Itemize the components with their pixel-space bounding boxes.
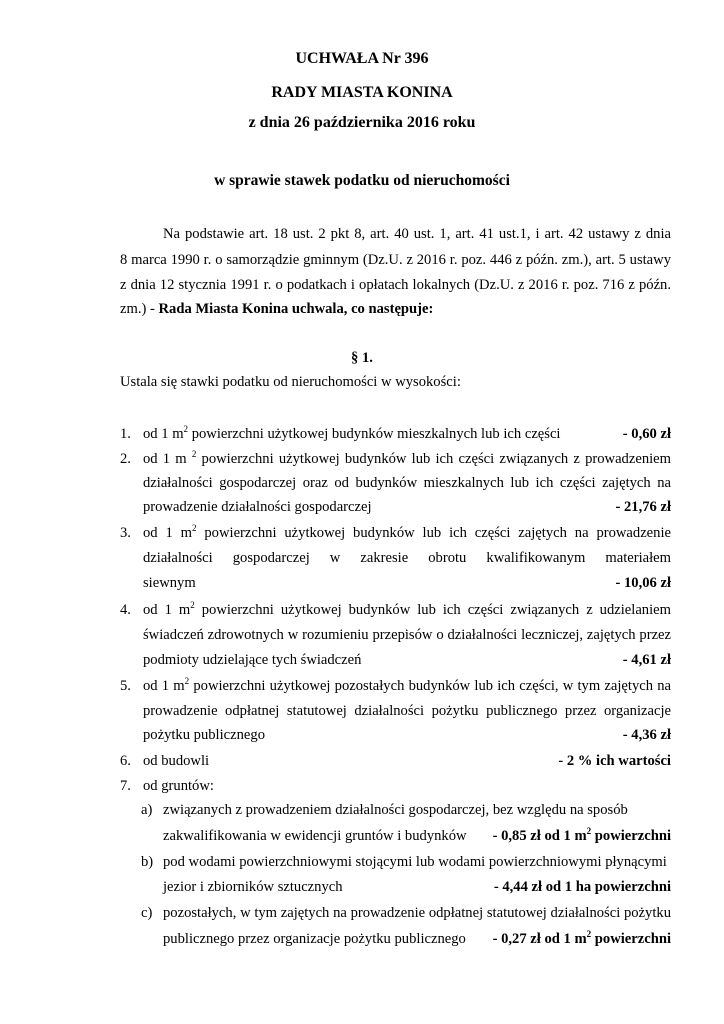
item-5-line-2: prowadzenie odpłatnej statutowej działalności pożytku publicznego przez organizacje [143, 703, 671, 719]
item-3-line-1: od 1 $m^2$ powierzchni użytkowej budynków lub ich części zajętych na prowadzenie [143, 523, 671, 541]
item-3-line-2: działalności gospodarczej w zakresie obrotu kwalifikowanym materiałem [143, 550, 671, 566]
item-4-line-2: świadczeń zdrowotnych w rozumieniu przepisów o działalności leczniczej, zajętych przez [143, 627, 671, 643]
item-5-number: 5. [120, 678, 131, 694]
subitem-c-line-1: pozostałych, w tym zajętych na prowadzenie odpłatnej statutowej działalności pożytku [163, 905, 671, 921]
item-2-line-1: od 1 m $^2$ powierzchni użytkowej budynków lub ich części związanych z prowadzeniem [143, 449, 671, 467]
item-5-rate: - 4,36 zł [622, 727, 671, 743]
subitem-c-line-2: publicznego przez organizacje pożytku publicznego [163, 931, 466, 947]
section-1-title: § 1. [351, 350, 373, 366]
subitem-a-line-1: związanych z prowadzeniem działalności gospodarczej, bez względu na sposób [163, 802, 628, 818]
item-6-text: od budowli [143, 753, 210, 769]
preamble-line-2: 8 marca 1990 r. o samorządzie gminnym (Dz.U. z 2016 r. poz. 446 z późn. zm.), art. 5 ustawy [120, 252, 671, 268]
resolution-number: UCHWAŁA Nr 396 [295, 50, 429, 67]
subitem-b-line-2: jezior i zbiorników sztucznych [163, 879, 343, 895]
subitem-c-label: c) [141, 905, 153, 921]
item-7-text: od gruntów: [143, 778, 214, 794]
item-1-text: od 1 $m^2$ powierzchni użytkowej budynków mieszkalnych lub ich części [143, 424, 561, 442]
subitem-b-label: b) [141, 854, 154, 870]
item-1-number: 1. [120, 426, 131, 442]
subitem-a-label: a) [141, 802, 153, 818]
item-3-rate: - 10,06 zł [615, 575, 671, 591]
item-2-line-3: prowadzenie działalności gospodarczej [143, 499, 372, 515]
item-4-number: 4. [120, 602, 131, 618]
subitem-a-rate: - 0,85 zł od 1 $m^2$ powierzchni [492, 826, 671, 844]
item-5-line-1: od 1 $m^2$ powierzchni użytkowej pozostałych budynków lub ich części, w tym zajętych na [143, 676, 671, 694]
item-6-number: 6. [120, 753, 131, 769]
resolution-date: z dnia 26 października 2016 roku [248, 114, 476, 131]
council-resolves: Rada Miasta Konina uchwala, co następuje: [158, 301, 434, 317]
item-1-rate: - 0,60 zł [622, 426, 671, 442]
preamble-line-1: Na podstawie art. 18 ust. 2 pkt 8, art. 40 ust. 1, art. 41 ust.1, i art. 42 ustawy z dnia [163, 226, 671, 242]
subitem-c-rate: - 0,27 zł od 1 $m^2$ powierzchni [492, 929, 671, 947]
item-5-line-3: pożytku publicznego [143, 727, 265, 743]
subitem-b-rate: - 4,44 zł od 1 ha powierzchni [493, 879, 671, 895]
council-name: RADY MIASTA KONINA [271, 84, 453, 101]
preamble-line-3: z dnia 12 stycznia 1991 r. o podatkach i opłatach lokalnych (Dz.U. z 2016 r. poz. 716 z późn. [120, 277, 671, 293]
item-3-number: 3. [120, 525, 131, 541]
preamble-line-4: zm.) - Rada Miasta Konina uchwala, co następuje: [120, 301, 434, 317]
resolution-subject: w sprawie stawek podatku od nieruchomości [214, 172, 510, 189]
item-2-number: 2. [120, 451, 131, 467]
item-3-line-3: siewnym [143, 575, 196, 591]
item-2-rate: - 21,76 zł [615, 499, 671, 515]
item-4-line-1: od 1 $m^2$ powierzchni użytkowej budynków lub ich części związanych z udzielaniem [143, 600, 671, 618]
item-2-line-2: działalności gospodarczej oraz od budynków mieszkalnych lub ich części zajętych na [143, 475, 671, 491]
item-6-rate: - 2 % ich wartości [558, 753, 671, 769]
section-1-intro: Ustala się stawki podatku od nieruchomości w wysokości: [120, 374, 461, 390]
item-7-number: 7. [120, 778, 131, 794]
item-4-line-3: podmioty udzielające tych świadczeń [143, 652, 362, 668]
item-4-rate: - 4,61 zł [622, 652, 671, 668]
subitem-a-line-2: zakwalifikowania w ewidencji gruntów i budynków [163, 828, 467, 844]
subitem-b-line-1: pod wodami powierzchniowymi stojącymi lub wodami powierzchniowymi płynącymi [163, 854, 667, 870]
